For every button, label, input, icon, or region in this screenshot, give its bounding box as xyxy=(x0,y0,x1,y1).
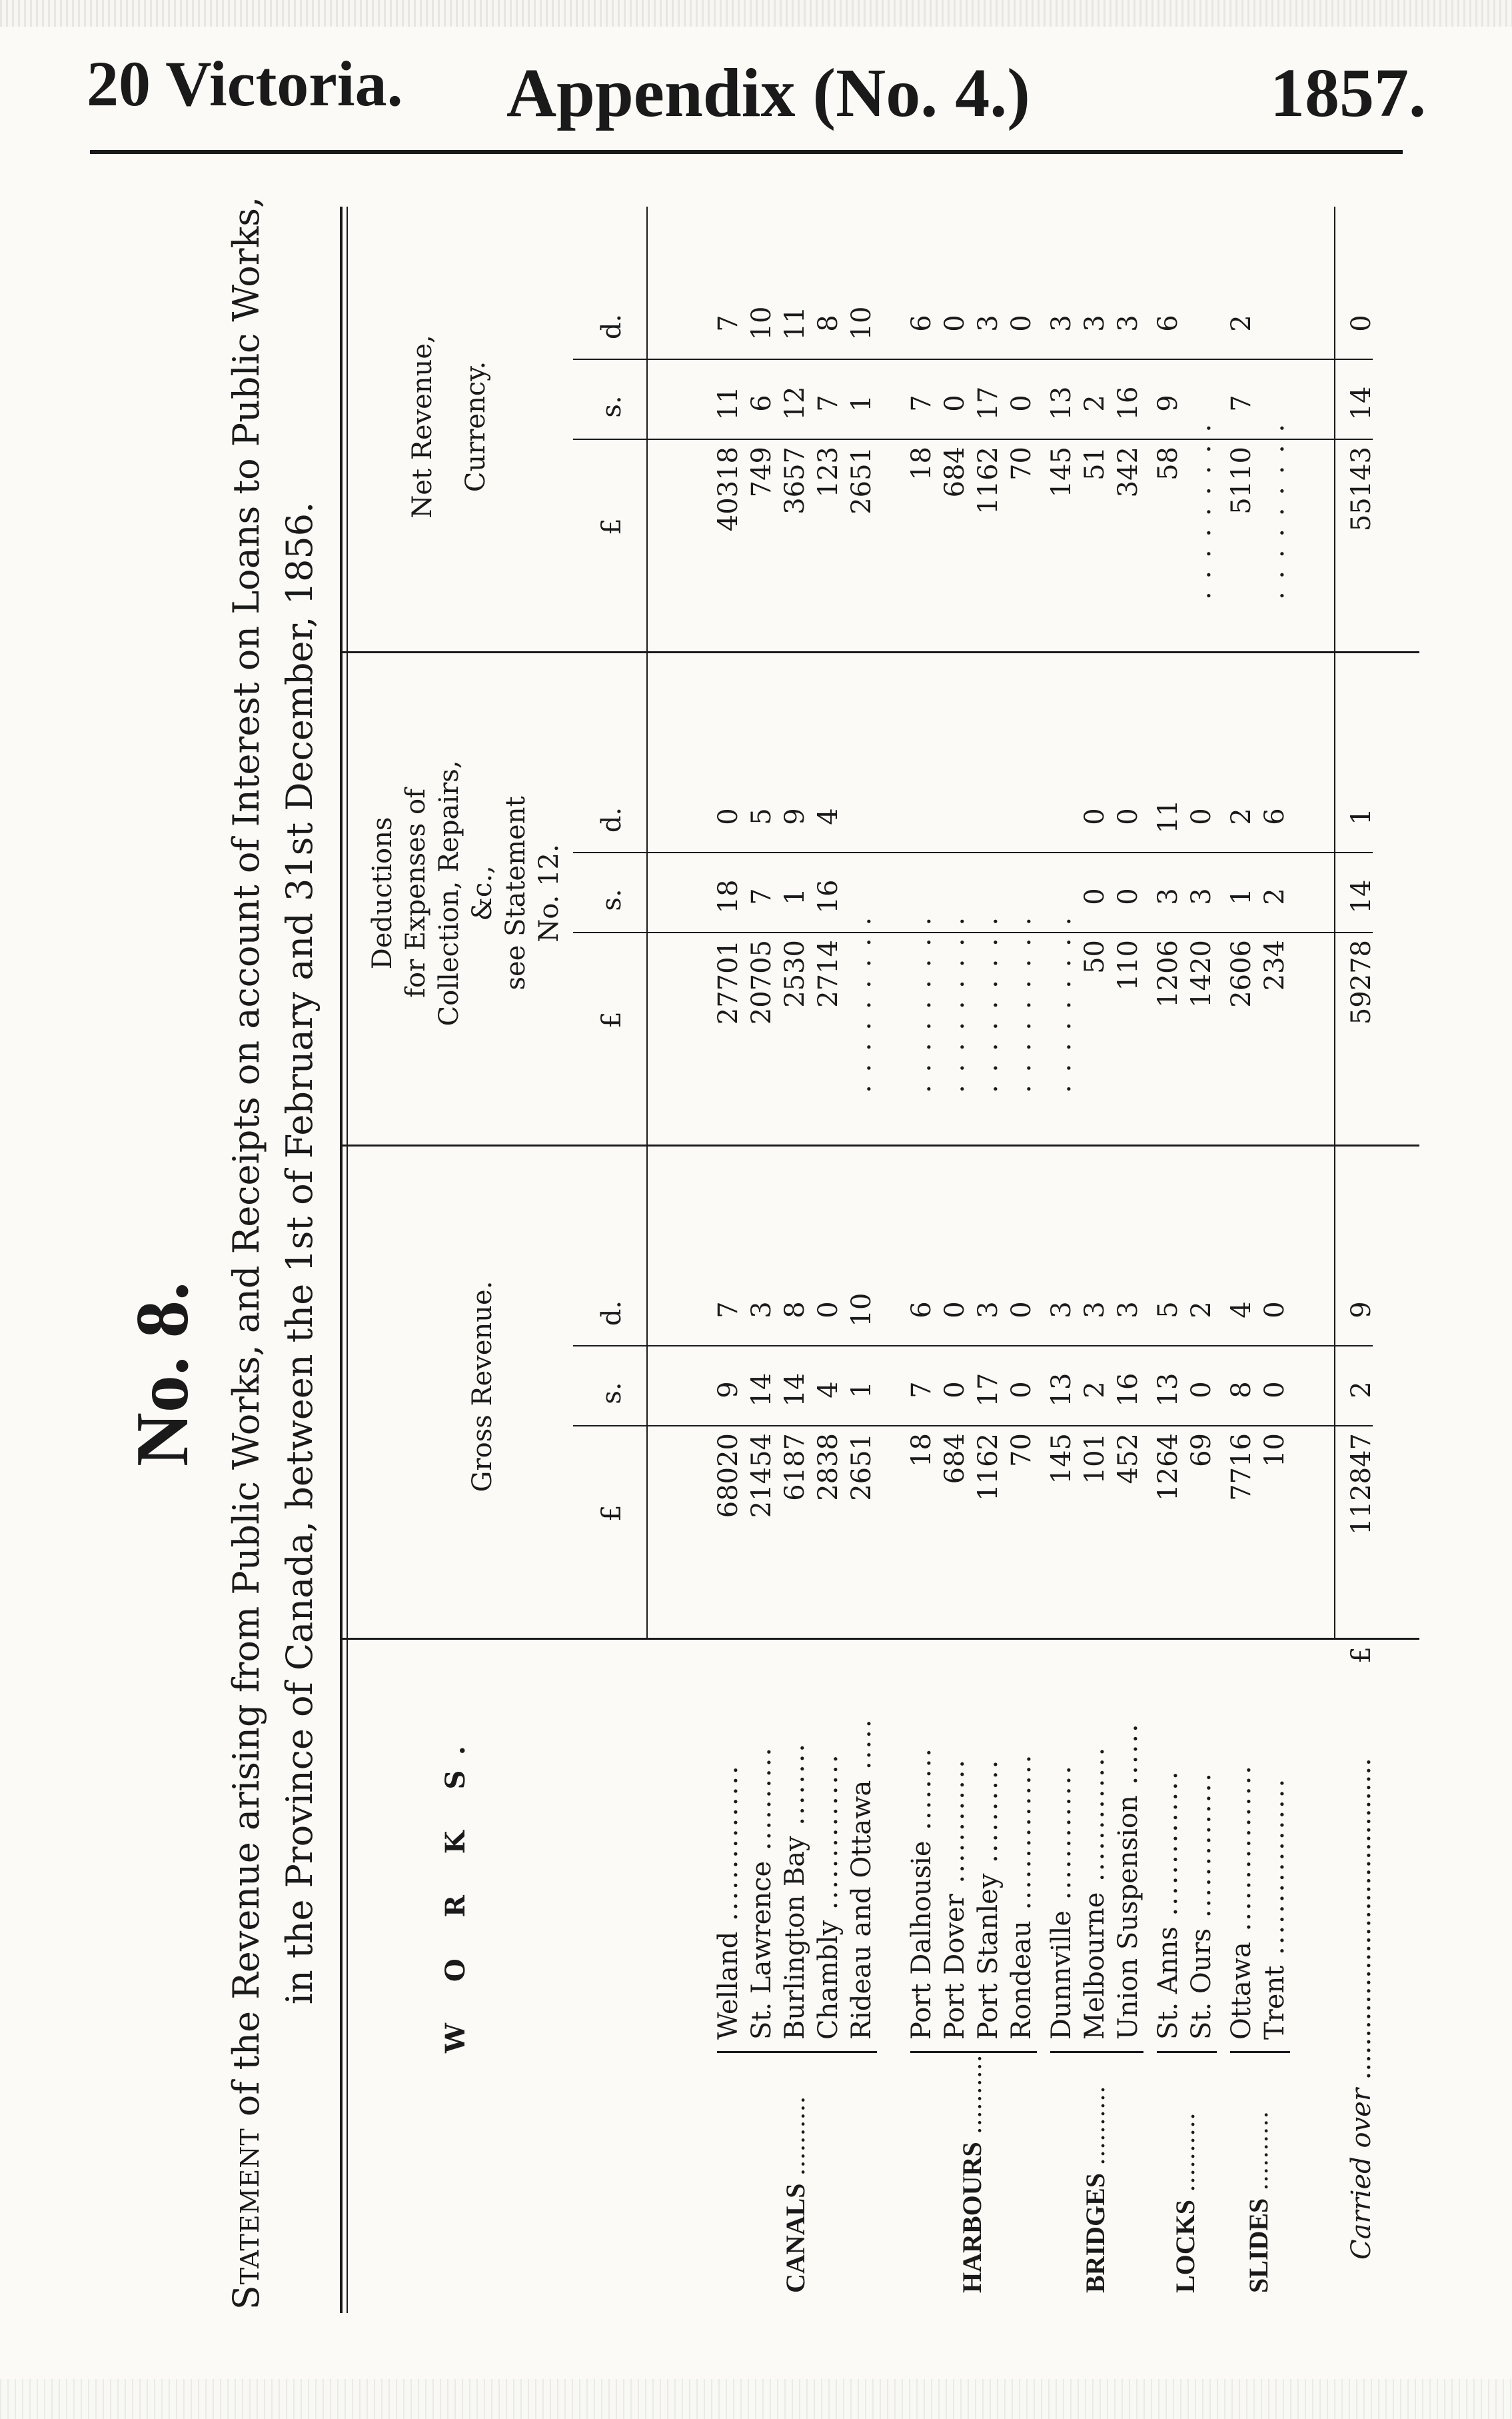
carried-over-ded-pounds: 59278 xyxy=(1346,940,1377,1025)
category-leader-dots: .......... xyxy=(1080,2084,1110,2173)
row-harbours-1-net-pence: 0 xyxy=(940,315,970,332)
row-canals-3-gross-shillings: 4 xyxy=(813,1381,844,1398)
row-harbours-1-gross-shillings: 0 xyxy=(940,1381,970,1398)
row-bridges-2-ded-pence: 0 xyxy=(1113,808,1143,825)
work-leader-dots: ........ xyxy=(906,1746,937,1841)
row-canals-0-gross-pence: 7 xyxy=(713,1301,744,1318)
category-leader-dots: .......... xyxy=(1243,2110,1273,2198)
row-bridges-2-gross-shillings: 16 xyxy=(1113,1372,1143,1407)
work-name-text: Dunnville xyxy=(1046,1910,1077,2040)
work-leader-dots: ............... xyxy=(1006,1752,1037,1921)
carried-over-text: Carried over xyxy=(1346,2088,1377,2260)
work-leader-dots: ............... xyxy=(813,1752,844,1920)
money-column-rule-2 xyxy=(340,651,1419,653)
deductions-header-line: see Statement xyxy=(500,796,531,991)
work-name xyxy=(1080,1746,1110,2040)
net-pence-unit: d. xyxy=(596,313,627,340)
net-header-line: Net Revenue, xyxy=(407,335,438,519)
row-canals-2-ded-shillings: 1 xyxy=(780,888,810,905)
page-header xyxy=(87,37,1426,150)
work-leader-dots: ................ xyxy=(1226,1763,1257,1942)
work-name xyxy=(846,1717,877,2040)
row-locks-0-gross-pence: 5 xyxy=(1153,1301,1183,1318)
row-slides-0-gross-pounds: 7716 xyxy=(1226,1433,1257,1501)
row-slides-1-net-blank: . . . . . . . . . xyxy=(1259,421,1290,600)
category-label xyxy=(1243,2110,1274,2293)
category-name: LOCKS xyxy=(1170,2199,1200,2293)
row-canals-2-net-pounds: 3657 xyxy=(780,447,810,515)
header-session: 20 Victoria. xyxy=(87,48,403,119)
category-brace xyxy=(1157,2051,1217,2053)
work-name-text: Ottawa xyxy=(1226,1942,1257,2040)
work-leader-dots: ........ xyxy=(780,1741,810,1836)
row-locks-0-net-pounds: 58 xyxy=(1153,447,1183,481)
row-locks-0-gross-shillings: 13 xyxy=(1153,1372,1183,1407)
carried-over-net-pounds: 55143 xyxy=(1346,447,1377,532)
row-canals-3-net-pence: 8 xyxy=(813,315,844,332)
row-canals-1-ded-pounds: 20705 xyxy=(746,940,777,1025)
row-canals-3-ded-pence: 4 xyxy=(813,808,844,825)
work-name-text: Chambly xyxy=(813,1920,844,2040)
work-name-text: St. Ours xyxy=(1186,1928,1217,2040)
row-bridges-1-ded-shillings: 0 xyxy=(1080,888,1110,905)
row-canals-4-gross-pence: 10 xyxy=(846,1292,877,1327)
row-canals-0-ded-shillings: 18 xyxy=(713,879,744,914)
header-year: 1857. xyxy=(1270,55,1426,131)
row-slides-0-ded-pounds: 2606 xyxy=(1226,940,1257,1008)
row-harbours-2-net-pence: 3 xyxy=(973,315,1004,332)
row-slides-1-ded-shillings: 2 xyxy=(1259,888,1290,905)
row-canals-1-net-pence: 10 xyxy=(746,306,777,341)
row-bridges-1-ded-pence: 0 xyxy=(1080,808,1110,825)
total-rule xyxy=(1334,207,1335,1640)
row-bridges-2-net-pence: 3 xyxy=(1113,315,1143,332)
row-canals-2-gross-shillings: 14 xyxy=(780,1372,810,1407)
row-canals-1-ded-shillings: 7 xyxy=(746,888,777,905)
row-harbours-0-net-pence: 6 xyxy=(906,315,937,332)
row-harbours-0-gross-pounds: 18 xyxy=(906,1433,937,1467)
row-canals-0-ded-pence: 0 xyxy=(713,808,744,825)
row-locks-0-net-shillings: 9 xyxy=(1153,395,1183,412)
carried-over-ded-pence: 1 xyxy=(1346,808,1377,825)
row-harbours-2-gross-pounds: 1162 xyxy=(973,1433,1004,1501)
work-name xyxy=(1186,1771,1217,2040)
works-column-rule xyxy=(340,1638,1419,1640)
table-top-rule-2 xyxy=(347,207,348,2313)
work-name-text: St. Lawrence xyxy=(746,1860,777,2040)
work-name xyxy=(1259,1777,1290,2040)
carried-over-gross-pence: 9 xyxy=(1346,1301,1377,1318)
row-slides-1-ded-pounds: 234 xyxy=(1259,940,1290,991)
row-canals-2-gross-pence: 8 xyxy=(780,1301,810,1318)
row-harbours-0-ded-blank: . . . . . . . . . xyxy=(906,915,937,1093)
work-name xyxy=(780,1742,810,2040)
ded-pounds-unit: £ xyxy=(596,1011,627,1029)
row-locks-1-net-blank: . . . . . . . . . xyxy=(1186,421,1217,600)
work-leader-dots: .............. xyxy=(1153,1769,1183,1927)
work-name-text: St. Anns xyxy=(1153,1926,1183,2040)
deductions-header-line: Deductions xyxy=(367,817,398,970)
work-name xyxy=(973,1758,1004,2040)
scan-noise-top xyxy=(0,0,1512,27)
gross-pounds-unit: £ xyxy=(596,1504,627,1522)
row-bridges-1-ded-pounds: 50 xyxy=(1080,940,1110,974)
deductions-header-line: for Expenses of xyxy=(400,789,431,998)
deductions-header-line: &c., xyxy=(467,865,498,921)
row-bridges-1-gross-shillings: 2 xyxy=(1080,1381,1110,1398)
work-name-text: Rideau and Ottawa xyxy=(846,1780,877,2040)
row-canals-4-gross-pounds: 2651 xyxy=(846,1433,877,1501)
ded-pence-unit: d. xyxy=(596,807,627,833)
row-canals-4-net-shillings: 1 xyxy=(846,395,877,412)
row-harbours-3-net-pounds: 70 xyxy=(1006,447,1037,481)
row-canals-0-gross-shillings: 9 xyxy=(713,1381,744,1398)
work-name-text: Union Suspension xyxy=(1113,1795,1143,2040)
row-canals-3-net-shillings: 7 xyxy=(813,395,844,412)
work-name xyxy=(1113,1722,1143,2040)
work-name-text: Port Dover xyxy=(940,1894,970,2040)
work-name-text: Burlington Bay xyxy=(780,1836,810,2040)
row-canals-2-gross-pounds: 6187 xyxy=(780,1433,810,1501)
work-leader-dots: ............... xyxy=(713,1764,744,1932)
category-label xyxy=(1169,2112,1201,2293)
carried-over-gross-pounds: 112847 xyxy=(1346,1433,1377,1535)
carried-over-ded-shillings: 14 xyxy=(1346,879,1377,914)
work-leader-dots: .......... xyxy=(973,1758,1004,1874)
row-canals-4-gross-shillings: 1 xyxy=(846,1381,877,1398)
row-canals-2-ded-pounds: 2530 xyxy=(780,940,810,1008)
money-column-rule-1 xyxy=(340,1145,1419,1147)
net-shillings-unit: s. xyxy=(596,395,627,418)
statement-caption xyxy=(220,180,327,2326)
row-harbours-3-gross-shillings: 0 xyxy=(1006,1381,1037,1398)
work-leader-dots: ............ xyxy=(940,1757,970,1894)
category-name: CANALS xyxy=(780,2183,810,2293)
row-canals-0-net-shillings: 11 xyxy=(713,386,744,421)
row-locks-1-ded-shillings: 3 xyxy=(1186,888,1217,905)
category-brace xyxy=(1050,2051,1143,2053)
carried-over-gross-shillings: 2 xyxy=(1346,1381,1377,1398)
row-canals-0-net-pence: 7 xyxy=(713,315,744,332)
work-name xyxy=(940,1758,970,2040)
row-slides-0-net-shillings: 7 xyxy=(1226,395,1257,412)
carried-over-label xyxy=(1346,1758,1377,2260)
row-canals-3-gross-pence: 0 xyxy=(813,1301,844,1318)
category-leader-dots: .......... xyxy=(957,2054,987,2142)
work-name xyxy=(813,1752,844,2040)
row-harbours-2-gross-shillings: 17 xyxy=(973,1372,1004,1407)
row-bridges-2-net-pounds: 342 xyxy=(1113,447,1143,498)
work-leader-dots: ..... xyxy=(846,1717,877,1780)
row-harbours-0-net-shillings: 7 xyxy=(906,395,937,412)
row-canals-2-ded-pence: 9 xyxy=(780,808,810,825)
row-bridges-0-gross-shillings: 13 xyxy=(1046,1372,1077,1407)
row-canals-3-ded-pounds: 2714 xyxy=(813,940,844,1008)
row-bridges-2-ded-shillings: 0 xyxy=(1113,888,1143,905)
row-locks-1-gross-pounds: 69 xyxy=(1186,1433,1217,1467)
row-canals-0-net-pounds: 40318 xyxy=(713,447,744,532)
work-name xyxy=(906,1746,937,2040)
category-label xyxy=(780,2096,811,2293)
work-name xyxy=(713,1764,744,2040)
row-bridges-2-net-shillings: 16 xyxy=(1113,386,1143,421)
gross-pence-unit: d. xyxy=(596,1300,627,1326)
work-name-text: Trent xyxy=(1259,1965,1290,2040)
row-bridges-1-gross-pounds: 101 xyxy=(1080,1433,1110,1484)
row-canals-1-net-shillings: 6 xyxy=(746,395,777,412)
row-harbours-0-gross-shillings: 7 xyxy=(906,1381,937,1398)
work-name-text: Port Stanley xyxy=(973,1873,1004,2040)
row-canals-1-ded-pence: 5 xyxy=(746,808,777,825)
deductions-header-line: Collection, Repairs, xyxy=(434,760,464,1027)
row-slides-0-gross-shillings: 8 xyxy=(1226,1381,1257,1398)
category-name: BRIDGES xyxy=(1080,2172,1110,2293)
work-leader-dots: ............. xyxy=(1046,1763,1077,1910)
net-header-line: Currency. xyxy=(460,361,491,493)
row-slides-0-gross-pence: 4 xyxy=(1226,1301,1257,1318)
row-canals-1-net-pounds: 749 xyxy=(746,447,777,498)
category-leader-dots: .......... xyxy=(780,2095,810,2184)
row-canals-4-ded-blank: . . . . . . . . . xyxy=(846,915,877,1093)
row-slides-1-gross-pence: 0 xyxy=(1259,1301,1290,1318)
row-slides-1-gross-pounds: 10 xyxy=(1259,1433,1290,1467)
row-canals-2-net-pence: 11 xyxy=(780,306,810,341)
work-leader-dots: ................. xyxy=(1259,1776,1290,1966)
caption-lead: Statement xyxy=(225,2128,267,2310)
work-name xyxy=(1153,1769,1183,2040)
rotated-statement-page xyxy=(93,160,1419,2346)
ded-shillings-unit: s. xyxy=(596,889,627,911)
works-column-header: W O R K S. xyxy=(440,1730,471,2053)
row-harbours-3-ded-blank: . . . . . . . . . xyxy=(1006,915,1037,1093)
deductions-header-line: No. 12. xyxy=(534,844,564,943)
row-harbours-0-gross-pence: 6 xyxy=(906,1301,937,1318)
row-harbours-1-net-pounds: 684 xyxy=(940,447,970,498)
row-harbours-3-net-shillings: 0 xyxy=(1006,395,1037,412)
row-canals-0-gross-pounds: 68020 xyxy=(713,1433,744,1518)
row-slides-1-ded-pence: 6 xyxy=(1259,808,1290,825)
category-label xyxy=(956,2054,988,2293)
row-bridges-0-net-pounds: 145 xyxy=(1046,447,1077,498)
row-harbours-2-gross-pence: 3 xyxy=(973,1301,1004,1318)
scan-noise-bottom xyxy=(0,2379,1512,2419)
row-harbours-1-ded-blank: . . . . . . . . . xyxy=(940,915,970,1093)
gross-shillings-unit: s. xyxy=(596,1382,627,1404)
category-brace xyxy=(717,2051,877,2053)
document-number: No. 8. xyxy=(121,1282,204,1466)
category-name: HARBOURS xyxy=(957,2142,987,2293)
row-bridges-0-ded-blank: . . . . . . . . . xyxy=(1046,915,1077,1093)
net-pounds-unit: £ xyxy=(596,518,627,535)
work-leader-dots: .............. xyxy=(1186,1771,1217,1928)
row-bridges-1-gross-pence: 3 xyxy=(1080,1301,1110,1318)
row-canals-3-net-pounds: 123 xyxy=(813,447,844,498)
row-locks-0-net-pence: 6 xyxy=(1153,315,1183,332)
category-brace xyxy=(1230,2051,1290,2053)
carried-over-symbol: £ xyxy=(1346,1646,1377,1664)
row-bridges-2-gross-pence: 3 xyxy=(1113,1301,1143,1318)
carried-over-net-shillings: 14 xyxy=(1346,386,1377,421)
row-harbours-1-gross-pence: 0 xyxy=(940,1301,970,1318)
category-name: SLIDES xyxy=(1243,2198,1273,2293)
row-locks-0-gross-pounds: 1264 xyxy=(1153,1433,1183,1501)
row-slides-0-ded-pence: 2 xyxy=(1226,808,1257,825)
work-name xyxy=(1046,1764,1077,2040)
work-leader-dots: ...... xyxy=(1113,1722,1143,1796)
row-harbours-2-ded-blank: . . . . . . . . . xyxy=(973,915,1004,1093)
row-locks-0-ded-pounds: 1206 xyxy=(1153,940,1183,1008)
row-canals-4-net-pence: 10 xyxy=(846,306,877,341)
row-harbours-0-net-pounds: 18 xyxy=(906,447,937,481)
row-locks-1-gross-shillings: 0 xyxy=(1186,1381,1217,1398)
row-harbours-2-net-pounds: 1162 xyxy=(973,447,1004,515)
row-harbours-3-net-pence: 0 xyxy=(1006,315,1037,332)
header-appendix: Appendix (No. 4.) xyxy=(506,55,1030,131)
row-bridges-0-net-pence: 3 xyxy=(1046,315,1077,332)
caption-line-1: of the Revenue arising from Public Works, and Receipts on account of Interest on Loans to Public Works, xyxy=(225,196,267,2117)
row-harbours-3-gross-pence: 0 xyxy=(1006,1301,1037,1318)
work-name xyxy=(746,1746,777,2040)
work-name-text: Welland xyxy=(713,1931,744,2040)
row-bridges-0-gross-pounds: 145 xyxy=(1046,1433,1077,1484)
work-name xyxy=(1006,1753,1037,2040)
work-leader-dots: .......... xyxy=(746,1745,777,1861)
row-locks-0-ded-pence: 11 xyxy=(1153,799,1183,834)
row-slides-0-net-pounds: 5110 xyxy=(1226,447,1257,515)
row-bridges-2-ded-pounds: 110 xyxy=(1113,940,1143,991)
gross-column-header: Gross Revenue. xyxy=(467,1280,498,1492)
row-harbours-1-net-shillings: 0 xyxy=(940,395,970,412)
row-canals-1-gross-pence: 3 xyxy=(746,1301,777,1318)
row-locks-1-gross-pence: 2 xyxy=(1186,1301,1217,1318)
carried-over-net-pence: 0 xyxy=(1346,315,1377,332)
row-bridges-0-gross-pence: 3 xyxy=(1046,1301,1077,1318)
row-canals-2-net-shillings: 12 xyxy=(780,386,810,421)
table-top-rule xyxy=(340,207,343,2313)
work-name-text: Rondeau xyxy=(1006,1920,1037,2040)
category-brace xyxy=(910,2051,1037,2053)
row-slides-1-gross-shillings: 0 xyxy=(1259,1381,1290,1398)
work-name-text: Port Dalhousie xyxy=(906,1840,937,2040)
row-harbours-1-gross-pounds: 684 xyxy=(940,1433,970,1484)
row-harbours-3-gross-pounds: 70 xyxy=(1006,1433,1037,1467)
row-harbours-2-net-shillings: 17 xyxy=(973,386,1004,421)
row-canals-3-gross-pounds: 2838 xyxy=(813,1433,844,1501)
row-slides-0-net-pence: 2 xyxy=(1226,315,1257,332)
carried-over-leader-dots: ...................................... xyxy=(1346,1758,1377,2089)
category-label xyxy=(1080,2085,1111,2293)
work-name xyxy=(1226,1764,1257,2040)
row-bridges-1-net-shillings: 2 xyxy=(1080,395,1110,412)
row-bridges-1-net-pounds: 51 xyxy=(1080,447,1110,481)
row-locks-1-ded-pounds: 1420 xyxy=(1186,940,1217,1008)
row-bridges-2-gross-pounds: 452 xyxy=(1113,1433,1143,1484)
row-locks-1-ded-pence: 0 xyxy=(1186,808,1217,825)
row-canals-1-gross-shillings: 14 xyxy=(746,1372,777,1407)
row-locks-0-ded-shillings: 3 xyxy=(1153,888,1183,905)
row-canals-4-net-pounds: 2651 xyxy=(846,447,877,515)
work-name-text: Melbourne xyxy=(1080,1892,1110,2040)
work-leader-dots: ............. xyxy=(1080,1745,1110,1892)
row-canals-3-ded-shillings: 16 xyxy=(813,879,844,914)
row-canals-1-gross-pounds: 21454 xyxy=(746,1433,777,1518)
row-slides-0-ded-shillings: 1 xyxy=(1226,888,1257,905)
caption-line-2: in the Province of Canada, between the 1st of February and 31st December, 1856. xyxy=(279,501,321,2005)
header-rule xyxy=(90,150,1403,154)
row-canals-0-ded-pounds: 27701 xyxy=(713,940,744,1025)
row-bridges-1-net-pence: 3 xyxy=(1080,315,1110,332)
category-leader-dots: .......... xyxy=(1170,2111,1200,2200)
row-bridges-0-net-shillings: 13 xyxy=(1046,386,1077,421)
